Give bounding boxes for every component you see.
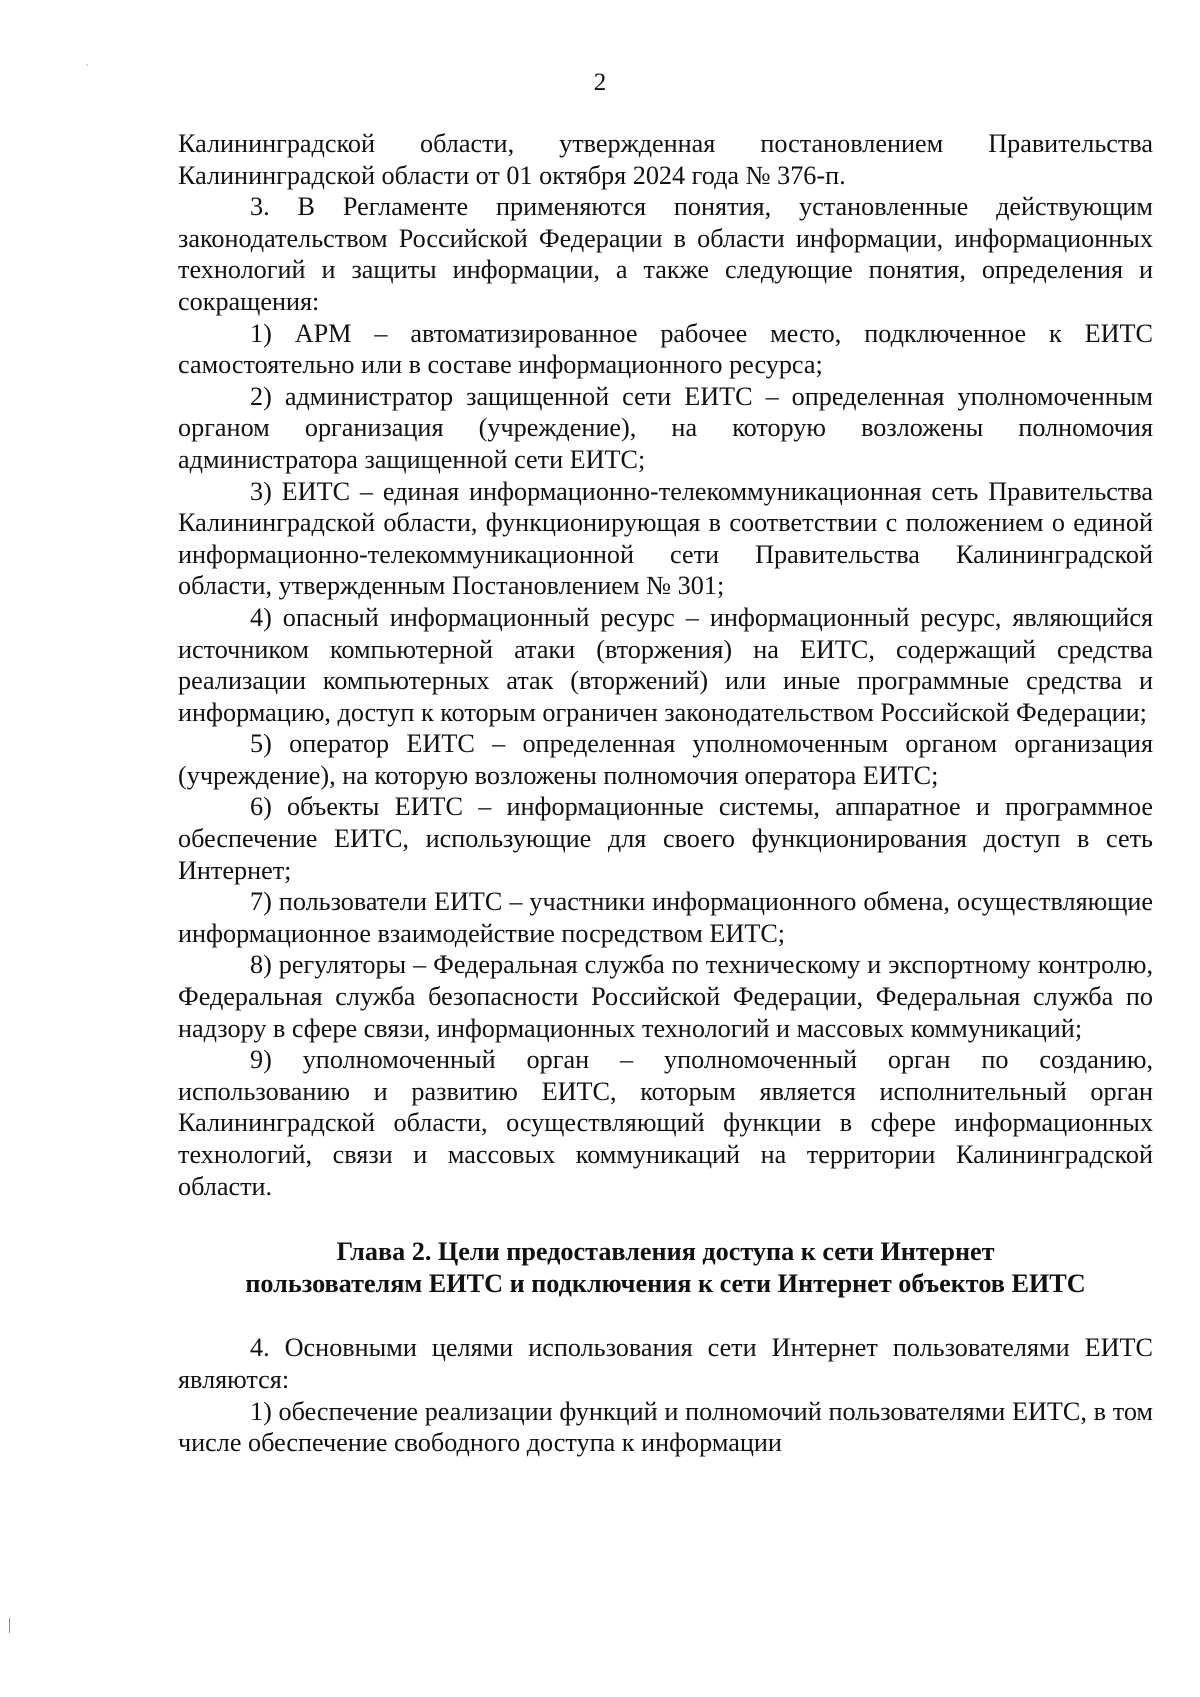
definition-item-3: 3) ЕИТС – единая информационно-телекоммуникационная сеть Правительства Калининградской области, функционирующая в соответствии с положением о единой информационно-телекоммуникационной сети Правительства Калининградской области, утвержденным Постановлением № 301; <box>178 476 1153 601</box>
paragraph-continuation: Калининградской области, утвержденная постановлением Правительства Калининградской области от 01 октября 2024 года № 376-п. <box>178 129 1153 190</box>
paragraph-clause-4: 4. Основными целями использования сети Интернет пользователями ЕИТС являются: <box>178 1333 1153 1394</box>
document-body <box>178 128 1153 1459</box>
chapter-heading-line-2: пользователям ЕИТС и подключения к сети Интернет объектов ЕИТС <box>245 1268 1086 1298</box>
definition-item-7: 7) пользователи ЕИТС – участники информационного обмена, осуществляющие информационное взаимодействие посредством ЕИТС; <box>178 887 1153 948</box>
goal-item-1: 1) обеспечение реализации функций и полномочий пользователями ЕИТС, в том числе обеспечение свободного доступа к информации <box>178 1396 1153 1458</box>
definition-item-6: 6) объекты ЕИТС – информационные системы, аппаратное и программное обеспечение ЕИТС, использующие для своего функционирования доступ в сеть Интернет; <box>178 792 1153 885</box>
page-number: 2 <box>593 69 607 96</box>
definition-item-4: 4) опасный информационный ресурс – информационный ресурс, являющийся источником компьютерной атаки (вторжения) на ЕИТС, содержащий средства реализации компьютерных атак (вторжений) или иные программные средства и информацию, доступ к которым ограничен законодательством Российской Федерации; <box>178 602 1153 727</box>
definition-item-5: 5) оператор ЕИТС – определенная уполномоченным органом организация (учреждение), на которую возложены полномочия оператора ЕИТС; <box>178 729 1153 790</box>
definition-item-2: 2) администратор защищенной сети ЕИТС – определенная уполномоченным органом организация (учреждение), на которую возложены полномочия администратора защищенной сети ЕИТС; <box>178 381 1153 474</box>
paragraph-clause-3: 3. В Регламенте применяются понятия, установленные действующим законодательством Российской Федерации в области информации, информационных технологий и защиты информации, а также следующие понятия, определения и сокращения: <box>178 192 1153 316</box>
definition-item-9: 9) уполномоченный орган – уполномоченный орган по созданию, использованию и развитию ЕИТС, которым является исполнительный орган Калининградской области, осуществляющий функции в сфере информационных технологий, связи и массовых коммуникаций на территории Калининградской области. <box>178 1045 1153 1201</box>
scan-speck <box>86 64 88 66</box>
spacer <box>178 1202 1153 1236</box>
chapter-heading <box>178 1236 1153 1299</box>
definition-item-1: 1) АРМ – автоматизированное рабочее место, подключенное к ЕИТС самостоятельно или в составе информационного ресурса; <box>178 318 1153 380</box>
spacer <box>178 1299 1153 1332</box>
chapter-heading-line-1: Глава 2. Цели предоставления доступа к сети Интернет <box>336 1237 995 1267</box>
scan-margin-mark <box>9 1618 10 1633</box>
definition-item-8: 8) регуляторы – Федеральная служба по техническому и экспортному контролю, Федеральная служба безопасности Российской Федерации, Федеральная служба по надзору в сфере связи, информационных технологий и массовых коммуникаций; <box>178 950 1153 1043</box>
